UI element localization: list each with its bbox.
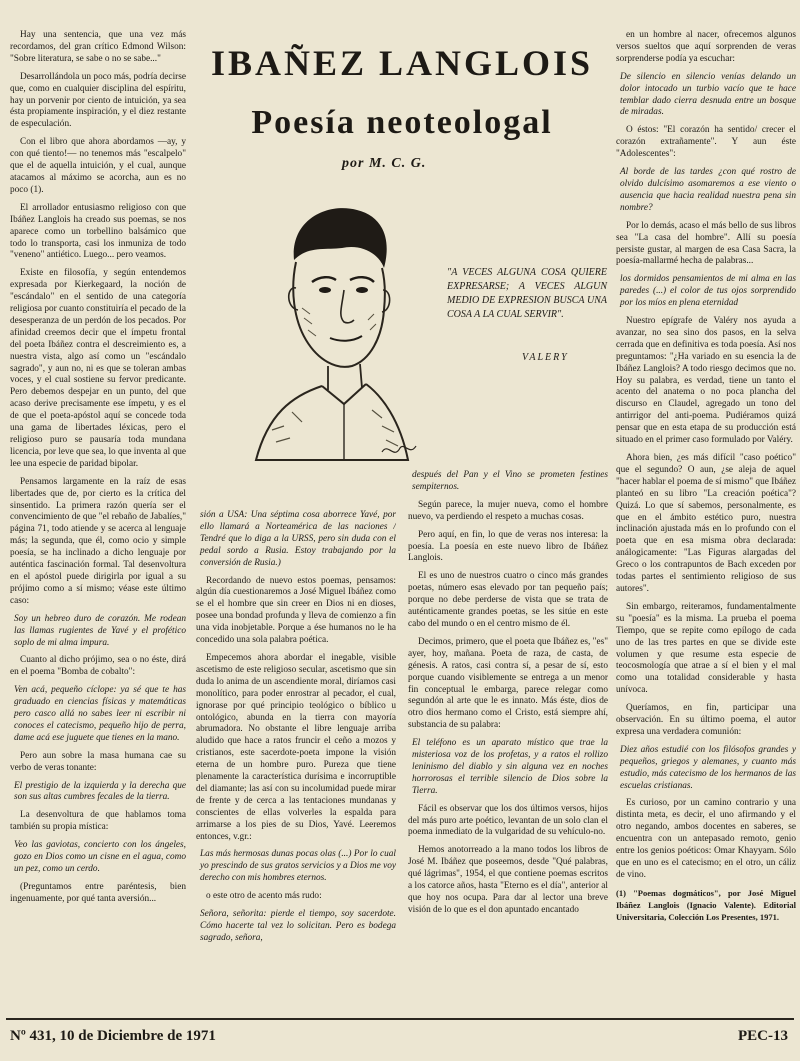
verse-quote: De silencio en silencio venías delando un dolor intocado un turbio vacío que te hace temblar dado cierra desnuda entre un bosque de miradas. — [620, 71, 796, 118]
paragraph: Existe en filosofía, y según entendemos expresada por Kierkegaard, la noción de "escándalo" en el sentido de una categoría religiosa por cuanto constituiría el pecado de la desesperanza de un perdón de los pecados. Por afinidad creemos decir que el ímpetu frontal del poeta Ibáñez contra el descreimiento es, a nuestra vista, algo así como un "escándalo sagrado", y aun no, ni es que se toleran ambas voces, y el cual sostiene su fervor predicante. Pero debemos despejar en un punto, del que acaso derive precisamente ese ímpetu, y es el de que el poeta-apóstol aquí se concede toda una gama de libertades léxicas, pero el religioso puro se pausaría toda mundana licencia, por leve que sea, lo que inventa al que lee una especie de paridad bipolar. — [10, 268, 186, 469]
paragraph: Es curioso, por un camino contrario y una distinta meta, es decir, el uno afirmando y el otro negando, ambos docentes en saberes, se encuentra con un antepasado remoto, genio entre los genios poéticos: Omar Khayyam. Sólo que en uno es el catecismo; en el otro, un cáliz de vino. — [616, 798, 796, 880]
paragraph: Según parece, la mujer nueva, como el hombre nuevo, va perdiendo el respeto a muchas cosas. — [408, 499, 608, 522]
verse-quote: Ven acá, pequeño cíclope: ya sé que te has graduado en ciencias físicas y matemáticas pero casco allá no sabes leer ni escribir ni conoces el catecismo, pequeño hijo de perra, dame acá ese juguete que tienes en la mano. — [14, 685, 186, 743]
paragraph: Queríamos, en fin, participar una observación. En su último poema, el autor expresa una verdadera comunión: — [616, 703, 796, 737]
paragraph: Cuanto al dicho prójimo, sea o no éste, dirá en el poema "Bomba de cobalto": — [10, 655, 186, 678]
paragraph: Pensamos largamente en la raíz de esas libertades que de, por cierto es la crítica del sinsentido. La primera razón quería ser el convencimiento de que "el rebaño de Jabalíes," página 71, todo atiende y se acerca al lenguaje más; la segunda, que él, como ocio y simple poesía, se ha inclinado a dicho lenguaje por auténtica fascinación formal. Tal desenvoltura en el apóstol puede dirigirla por igual a su prójimo como a sí mismo; véase este último caso: — [10, 476, 186, 606]
article-column-1 — [10, 30, 186, 1015]
paragraph: Decimos, primero, que el poeta que Ibáñez es, "es" ayer, hoy, mañana. Poeta de raza, de casta, de génesis. A ratos, casi contra sí, a pesar de sí, esto porque cuando visiblemente se entrega a un menor fin conceptual le embarga, parece relegar como segundón al arte que le es innato. Más éste, dios de otro dios hermano como el Cristo, está siempre ahí, substancia de su palabra: — [408, 636, 608, 731]
article-column-2 — [196, 510, 396, 1015]
page-number: PEC-13 — [738, 1028, 788, 1044]
footnote: (1) "Poemas dogmáticos", por José Miguel Ibáñez Langlois (Ignacio Valente). Editorial Universitaria, Colección Los Presentes, 1971. — [616, 887, 796, 922]
article-column-4 — [616, 30, 796, 1015]
paragraph: El es uno de nuestros cuatro o cinco más grandes poetas, número esas elevado por tan pequeño país; porque no debe perderse de vista que se trata de auténticamente grandes poetas, se les sitúe en este cabo del mundo o en el centro mismo de él. — [408, 571, 608, 629]
paragraph: Con el libro que ahora abordamos —ay, y con qué tiento!— no tenemos más "escalpelo" que el de aquella intuición, y el cual, aunque atacamos al máximo se acorcha, aun es no poco (1). — [10, 137, 186, 195]
verse-quote: después del Pan y el Vino se prometen festines sempiternos. — [412, 470, 608, 492]
verse-quote: Las más hermosas dunas pocas olas (...) Por lo cual yo prescindo de sus gratos servicios y a Dios me voy derecho con mis hombres eternos. — [200, 849, 396, 884]
epigraph-quote: "A VECES ALGUNA COSA QUIERE EXPRESARSE; A VECES ALGUN MEDIO DE EXPRESION BUSCA UNA COSA A LA CUAL SERVIR". — [447, 267, 607, 320]
paragraph: Empecemos ahora abordar el inegable, visible ascetismo de este religioso secular, ascetismo que sin duda lo anima de un ascendiente moral, diríamos casi monolítico, para poder enrostrar al pecador, el cual, ignorase por qué principio teológico o bíblico u ontológico, abunda en la tierra con mayoría abrumadora. No obstante el libre lenguaje arriba aludido que hace a ratos fruncir el ceño a mozos y cristianos, este sacerdote-poeta impone la visión eterna de un hombre puro. Pureza que tiene plenamente la característica durísima e incorruptible del diamante; las así con su incolumidad puede mirar de frente y de cerca a las tentaciones mundanas y conscientes de ellas volverles la espalda para arrimarse a los pies de su Dios, Yavé. Leeremos entonces, v.gr.: — [196, 652, 396, 842]
verse-quote: Señora, señorita: pierde el tiempo, soy sacerdote. Cómo hacerte tal vez lo solicitan. Pero es bodega sagrado, señora, — [200, 909, 396, 943]
article-header — [192, 30, 612, 500]
article-column-3 — [408, 470, 608, 1015]
title-author-name: IBAÑEZ LANGLOIS — [210, 43, 594, 83]
verse-quote: El teléfono es un aparato místico que trae la misteriosa voz de los profetas, y a ratos el rollizo leninismo del diablo y sin alguna vez en noches horrorosas el terrible silencio de Dios sobre la Tierra. — [412, 738, 608, 796]
paragraph: O éstos: "El corazón ha sentido/ crecer el corazón extrañamente". Y aun éste "Adolescentes": — [616, 125, 796, 160]
paragraph: en un hombre al nacer, ofrecemos algunos versos sueltos que aquí sorprenden de veras sorprenderse podía ya escuchar: — [616, 30, 796, 64]
paragraph: Hemos anotorreado a la mano todos los libros de José M. Ibáñez que poseemos, desde "Qué palabras, qué lágrimas", 1954, el que contiene poemas escritos a los catorce años, hasta "Eterno es el día", anterior al que hoy nos ocupa. Para dar al lector una breve visión de lo que es el don apuntado encantado — [408, 845, 608, 915]
paragraph: (Preguntamos entre paréntesis, bien ingenuamente, por qué tanta aversión... — [10, 881, 186, 904]
paragraph: Hay una sentencia, que una vez más recordamos, del gran crítico Edmond Wilson: "Sobre literatura, se sabe o no se sabe..." — [10, 30, 186, 64]
byline: por M. C. G. — [342, 156, 427, 171]
verse-quote: sión a USA: Una séptima cosa aborrece Yavé, por ello llamará a Norteamérica de las naciones / Tendré que lo diga a la URSS, pero sin duda con el pedal sordo a Rusia. Estoy trabajando por la conversión de Rusia.) — [200, 510, 396, 568]
paragraph: Ahora bien, ¿es más difícil "caso poético" que el segundo? O aun, ¿se aleja de aquel "hacer hablar el poema de sí mismo" que Ibáñez planteó en su libro "La creación poética"? Quizá. Lo que sí sabemos, personalmente, es que en el ámbito estético puro, nuestra inclinación ajustada más en lo profundo con el poeta que en esa misma obra declarada: análogicamente: "Las Figuras alargadas del Greco o los contrapuntos de Bach exceden por todas partes el sentimiento religioso de sus autores". — [616, 453, 796, 594]
portrait-sketch-icon — [232, 190, 432, 480]
paragraph: Por lo demás, acaso el más bello de sus libros sea "La casa del hombre". Allí su poesía persiste gustar, al margen de esa Casa Sacra, la poesía-mallarmé hecha de palabras... — [616, 220, 796, 267]
verse-quote: Al borde de las tardes ¿con qué rostro de olvido dulcísimo asomaremos a ese viento o ausencia que hacia realidad nuestra pena sin nombre? — [620, 167, 796, 213]
paragraph: Recordando de nuevo estos poemas, pensamos: algún día cuestionaremos a José Miguel Ibáñez como se el el hombre que sin creer en Dios ni en dioses, posee una bondad profunda y lleva de comienzo a fin una vida inobjetable. Porque a ése humanos no le ha concedido una sola palabra poética. — [196, 575, 396, 646]
paragraph: Sin embargo, reiteramos, fundamentalmente su "poesía" es la misma. La prueba el poema Tiempo, que se repite como epílogo de cada uno de las tres partes en que se divide este volumen y que resume esta especie de teocosmología que atrae a sí el bien y el mal como una totalidad considerable y hasta unívoca. — [616, 601, 796, 696]
verse-quote: Soy un hebreo duro de corazón. Me rodean las llamas rugientes de Yavé y el profético soplo de mi alma impura. — [14, 613, 186, 648]
paragraph: o este otro de acento más rudo: — [206, 891, 322, 902]
paragraph: La desenvoltura de que hablamos toma también su propia mística: — [10, 810, 186, 833]
paragraph: El arrollador entusiasmo religioso con que Ibáñez Langlois ha creado sus poemas, se nos aparece como un torbellino balsámico que todo lo transporta, casi los inmuniza de todo "veneno" antiético. Luego... pero veamos. — [10, 202, 186, 261]
paragraph: Fácil es observar que los dos últimos versos, hijos del más puro arte poético, levantan de un solo clan el poema inmediato de la vulgaridad de su vehículo-no. — [408, 803, 608, 838]
paragraph: Nuestro epígrafe de Valéry nos ayuda a avanzar, no sea sino dos pasos, en la selva cerrada que en definitiva es toda poesía. Así nos preguntamos: "¿Ha variado en su esencia la de Ibáñez Langlois? A todo riesgo decimos que no. Hoy su palabra, es verdad, tiene un tanto el acento del anatema o no poca plancha del discurso en Claudel, agregado un tono del antirrigor del anti-poema. Pudiéramos quizá pensar que en esta etapa de su producción está situado en el primer caso formulado por Valéry. — [616, 316, 796, 446]
article-title: Poesía neoteologal — [251, 104, 553, 141]
verse-quote: Veo las gaviotas, concierto con los ángeles, gozo en Dios como un cisne en el agua, como un pez, como un cerdo. — [14, 840, 186, 874]
verse-quote: Diez años estudié con los filósofos grandes y pequeños, griegos y alemanes, y cuanto más estudio, más catecismo de los hermanos de las escuelas cristianas. — [620, 744, 796, 791]
verse-quote: los dormidos pensamientos de mi alma en las paredes (...) el color de tus ojos sorprendido por los míos en plena eternidad — [620, 274, 796, 309]
footer-rule — [6, 1018, 794, 1020]
verse-quote: El prestigio de la izquierda y la derecha que son sus altas cumbres fecales de la tierra. — [14, 780, 186, 803]
paragraph: Pero aun sobre la masa humana cae su verbo de veras tonante: — [10, 750, 186, 773]
paragraph: Desarrollándola un poco más, podría decirse que, como en cualquier disciplina del espíritu, hay un porvenir por ciento de intuición, ya sea ésta propiamente inspiración, y el diez restante de especulación. — [10, 71, 186, 130]
issue-date: Nº 431, 10 de Diciembre de 1971 — [10, 1028, 216, 1044]
epigraph-author: VALERY — [522, 352, 569, 363]
paragraph: Pero aquí, en fin, lo que de veras nos interesa: la poesía. La poesía en este nuevo libro de Ibáñez Langlois. — [408, 529, 608, 564]
